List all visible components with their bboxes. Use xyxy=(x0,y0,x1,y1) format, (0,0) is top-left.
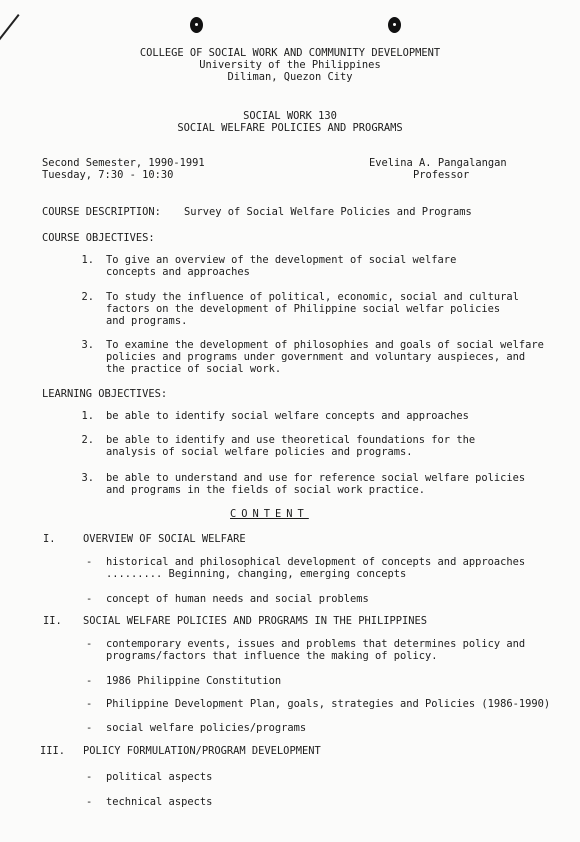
objective-number: 2. xyxy=(81,291,94,303)
objective-line: To examine the development of philosophies and goals of social welfare xyxy=(106,339,544,351)
section-title: OVERVIEW OF SOCIAL WELFARE xyxy=(83,533,246,545)
content-line: contemporary events, issues and problems that determines policy and xyxy=(106,638,526,650)
content-line: ......... Beginning, changing, emerging concepts xyxy=(106,568,407,580)
content-line: political aspects xyxy=(106,771,213,783)
content-line: Philippine Development Plan, goals, strategies and Policies (1986-1990) xyxy=(106,698,551,710)
bullet-dash: - xyxy=(86,698,93,710)
learning-objective-number: 1. xyxy=(81,410,94,422)
course-objectives-label: COURSE OBJECTIVES: xyxy=(42,232,155,244)
college-name: COLLEGE OF SOCIAL WORK AND COMMUNITY DEVELOPMENT xyxy=(139,47,441,59)
instructor-role: Professor xyxy=(413,169,470,181)
course-code: SOCIAL WORK 130 xyxy=(243,110,337,122)
course-description-text: Survey of Social Welfare Policies and Programs xyxy=(184,206,472,218)
learning-objectives-label: LEARNING OBJECTIVES: xyxy=(42,388,168,400)
objective-line: To give an overview of the development of social welfare xyxy=(106,254,457,266)
course-title: SOCIAL WELFARE POLICIES AND PROGRAMS xyxy=(177,122,403,134)
pen-mark xyxy=(0,14,20,42)
content-line: technical aspects xyxy=(106,796,213,808)
objective-number: 1. xyxy=(81,254,94,266)
university-name: University of the Philippines xyxy=(199,59,381,71)
learning-objective-line: be able to identify social welfare concepts and approaches xyxy=(106,410,469,422)
objective-line: factors on the development of Philippine social welfar policies xyxy=(106,303,501,315)
section-title: POLICY FORMULATION/PROGRAM DEVELOPMENT xyxy=(83,745,321,757)
section-numeral: III. xyxy=(40,745,66,757)
content-line: 1986 Philippine Constitution xyxy=(106,675,282,687)
learning-objective-line: analysis of social welfare policies and programs. xyxy=(106,446,413,458)
learning-objective-line: be able to understand and use for reference social welfare policies xyxy=(106,472,526,484)
bullet-dash: - xyxy=(86,556,93,568)
learning-objective-number: 3. xyxy=(81,472,94,484)
bullet-dash: - xyxy=(86,722,93,734)
objective-number: 3. xyxy=(81,339,94,351)
content-heading: CONTENT xyxy=(230,508,309,520)
content-line: programs/factors that influence the making of policy. xyxy=(106,650,438,662)
punch-hole-right xyxy=(388,17,401,33)
objective-line: the practice of social work. xyxy=(106,363,282,375)
objective-line: concepts and approaches xyxy=(106,266,250,278)
objective-line: and programs. xyxy=(106,315,188,327)
bullet-dash: - xyxy=(86,638,93,650)
semester: Second Semester, 1990-1991 xyxy=(42,157,205,169)
learning-objective-line: be able to identify and use theoretical foundations for the xyxy=(106,434,476,446)
objective-line: To study the influence of political, economic, social and cultural xyxy=(106,291,519,303)
content-line: historical and philosophical development of concepts and approaches xyxy=(106,556,526,568)
bullet-dash: - xyxy=(86,796,93,808)
instructor-name: Evelina A. Pangalangan xyxy=(369,157,507,169)
content-line: concept of human needs and social problems xyxy=(106,593,369,605)
section-numeral: II. xyxy=(43,615,62,627)
bullet-dash: - xyxy=(86,771,93,783)
section-numeral: I. xyxy=(43,533,56,545)
punch-hole-left xyxy=(190,17,203,33)
section-title: SOCIAL WELFARE POLICIES AND PROGRAMS IN THE PHILIPPINES xyxy=(83,615,428,627)
objective-line: policies and programs under government and voluntary auspieces, and xyxy=(106,351,526,363)
learning-objective-number: 2. xyxy=(81,434,94,446)
schedule: Tuesday, 7:30 - 10:30 xyxy=(42,169,174,181)
learning-objective-line: and programs in the fields of social work practice. xyxy=(106,484,426,496)
content-line: social welfare policies/programs xyxy=(106,722,307,734)
bullet-dash: - xyxy=(86,675,93,687)
course-description-label: COURSE DESCRIPTION: xyxy=(42,206,161,218)
university-location: Diliman, Quezon City xyxy=(227,71,353,83)
bullet-dash: - xyxy=(86,593,93,605)
